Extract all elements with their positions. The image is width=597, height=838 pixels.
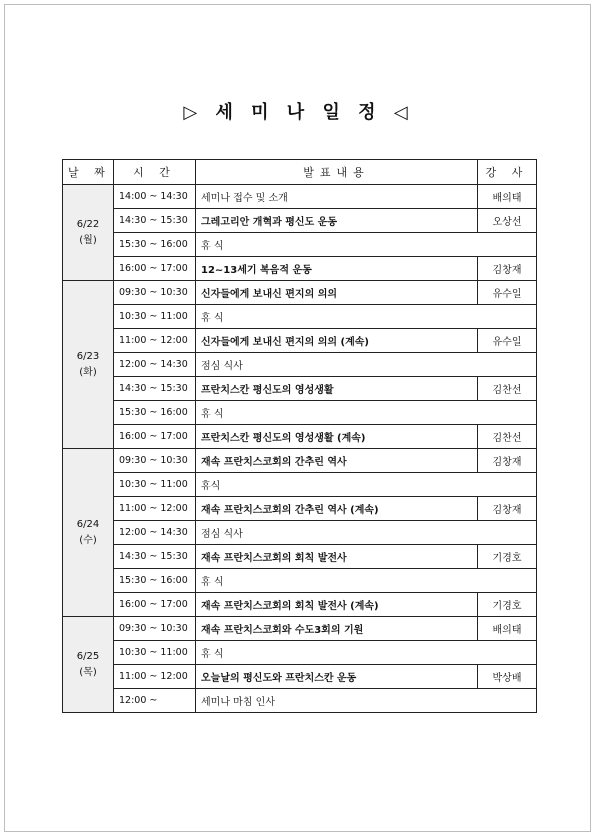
time-cell: 14:00 ~ 14:30	[114, 185, 196, 209]
time-cell: 11:00 ~ 12:00	[114, 497, 196, 521]
day-date: 6/25	[76, 650, 100, 662]
header-time: 시 간	[114, 160, 196, 185]
table-row	[63, 425, 537, 449]
page-title: ▷ 세 미 나 일 정 ◁	[183, 102, 414, 123]
time-cell: 10:30 ~ 11:00	[114, 641, 196, 665]
speaker-cell: 김창재	[478, 449, 537, 473]
table-row	[63, 209, 537, 233]
table-row	[63, 449, 537, 473]
topic-cell: 프란치스칸 평신도의 영성생활 (계속)	[196, 425, 478, 449]
speaker-cell: 김창재	[478, 497, 537, 521]
table-row	[63, 185, 537, 209]
speaker-cell: 배의태	[478, 617, 537, 641]
table-row	[63, 281, 537, 305]
day-cell	[63, 185, 114, 281]
time-cell: 14:30 ~ 15:30	[114, 377, 196, 401]
time-cell: 14:30 ~ 15:30	[114, 545, 196, 569]
table-row	[63, 353, 537, 377]
table-row	[63, 305, 537, 329]
table-header-row	[63, 160, 537, 185]
topic-cell: 휴 식	[196, 401, 537, 425]
table-row	[63, 329, 537, 353]
time-cell: 09:30 ~ 10:30	[114, 281, 196, 305]
topic-cell: 오늘날의 평신도와 프란치스칸 운동	[196, 665, 478, 689]
topic-cell: 휴 식	[196, 641, 537, 665]
topic-cell: 프란치스칸 평신도의 영성생활	[196, 377, 478, 401]
time-cell: 15:30 ~ 16:00	[114, 401, 196, 425]
topic-cell: 휴 식	[196, 233, 537, 257]
time-cell: 15:30 ~ 16:00	[114, 233, 196, 257]
topic-cell: 그레고리안 개혁과 평신도 운동	[196, 209, 478, 233]
topic-cell: 휴 식	[196, 305, 537, 329]
table-row	[63, 401, 537, 425]
topic-cell: 재속 프란치스코회의 회칙 발전사 (계속)	[196, 593, 478, 617]
speaker-cell: 김찬선	[478, 425, 537, 449]
topic-cell: 재속 프란치스코회의 회칙 발전사	[196, 545, 478, 569]
speaker-cell: 유수일	[478, 281, 537, 305]
speaker-cell: 기경호	[478, 593, 537, 617]
topic-cell: 휴 식	[196, 569, 537, 593]
table-row	[63, 233, 537, 257]
day-weekday: (화)	[79, 366, 97, 378]
day-weekday: (목)	[79, 666, 97, 678]
topic-cell: 신자들에게 보내신 편지의 의의 (계속)	[196, 329, 478, 353]
speaker-cell: 김창재	[478, 257, 537, 281]
speaker-cell: 유수일	[478, 329, 537, 353]
header-speaker: 강 사	[478, 160, 537, 185]
time-cell: 12:00 ~ 14:30	[114, 353, 196, 377]
topic-cell: 재속 프란치스코회와 수도3회의 기원	[196, 617, 478, 641]
speaker-cell: 박상배	[478, 665, 537, 689]
time-cell: 11:00 ~ 12:00	[114, 329, 196, 353]
day-date: 6/22	[76, 218, 100, 230]
day-cell	[63, 449, 114, 617]
topic-cell: 재속 프란치스코회의 간추린 역사	[196, 449, 478, 473]
table-row	[63, 377, 537, 401]
time-cell: 12:00 ~ 14:30	[114, 521, 196, 545]
day-weekday: (월)	[79, 234, 97, 246]
table-row	[63, 473, 537, 497]
time-cell: 16:00 ~ 17:00	[114, 257, 196, 281]
table-row	[63, 641, 537, 665]
time-cell: 10:30 ~ 11:00	[114, 305, 196, 329]
table-row	[63, 593, 537, 617]
topic-cell: 세미나 접수 및 소개	[196, 185, 478, 209]
day-cell	[63, 281, 114, 449]
table-row	[63, 497, 537, 521]
header-topic: 발표내용	[196, 160, 478, 185]
table-row	[63, 689, 537, 713]
table-row	[63, 521, 537, 545]
time-cell: 11:00 ~ 12:00	[114, 665, 196, 689]
day-weekday: (수)	[79, 534, 97, 546]
topic-cell: 세미나 마침 인사	[196, 689, 537, 713]
day-date: 6/24	[76, 518, 100, 530]
day-date: 6/23	[76, 350, 100, 362]
seminar-schedule-table	[62, 159, 537, 713]
speaker-cell: 김찬선	[478, 377, 537, 401]
time-cell: 15:30 ~ 16:00	[114, 569, 196, 593]
time-cell: 14:30 ~ 15:30	[114, 209, 196, 233]
topic-cell: 점심 식사	[196, 353, 537, 377]
topic-cell: 12~13세기 복음적 운동	[196, 257, 478, 281]
time-cell: 16:00 ~ 17:00	[114, 593, 196, 617]
schedule-body	[63, 185, 537, 713]
table-row	[63, 665, 537, 689]
table-row	[63, 257, 537, 281]
time-cell: 12:00 ~	[114, 689, 196, 713]
speaker-cell: 오상선	[478, 209, 537, 233]
speaker-cell: 기경호	[478, 545, 537, 569]
topic-cell: 신자들에게 보내신 편지의 의의	[196, 281, 478, 305]
header-day: 날 짜	[63, 160, 114, 185]
speaker-cell: 배의태	[478, 185, 537, 209]
table-row	[63, 545, 537, 569]
day-cell	[63, 617, 114, 713]
table-row	[63, 569, 537, 593]
time-cell: 09:30 ~ 10:30	[114, 617, 196, 641]
table-row	[63, 617, 537, 641]
time-cell: 09:30 ~ 10:30	[114, 449, 196, 473]
topic-cell: 휴식	[196, 473, 537, 497]
time-cell: 10:30 ~ 11:00	[114, 473, 196, 497]
topic-cell: 점심 식사	[196, 521, 537, 545]
topic-cell: 재속 프란치스코회의 간추린 역사 (계속)	[196, 497, 478, 521]
time-cell: 16:00 ~ 17:00	[114, 425, 196, 449]
